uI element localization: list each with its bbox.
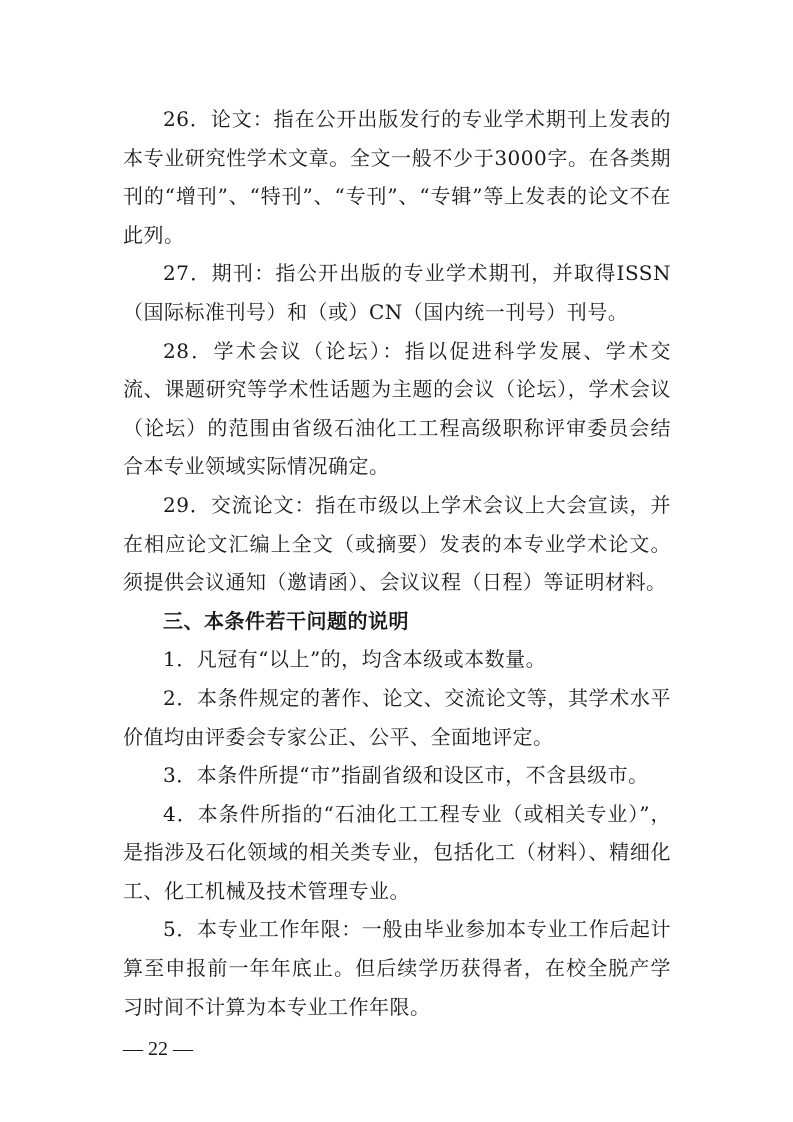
note-2: 2．本条件规定的著作、论文、交流论文等，其学术水平价值均由评委会专家公正、公平、全面地评定。 — [123, 685, 671, 749]
paragraph-28: 28．学术会议（论坛）：指以促进科学发展、学术交流、课题研究等学术性话题为主题的会议（论坛），学术会议（论坛）的范围由省级石油化工工程高级职称评审委员会结合本专业领域实际情况确定。 — [123, 338, 671, 479]
paragraph-29: 29．交流论文：指在市级以上学术会议上大会宣读，并在相应论文汇编上全文（或摘要）发表的本专业学术论文。须提供会议通知（邀请函）、会议议程（日程）等证明材料。 — [123, 492, 671, 595]
note-5: 5．本专业工作年限：一般由毕业参加本专业工作后起计算至申报前一年年底止。但后续学历获得者，在校全脱产学习时间不计算为本专业工作年限。 — [123, 917, 671, 1019]
paragraph-26: 26．论文：指在公开出版发行的专业学术期刊上发表的本专业研究性学术文章。全文一般不少于3000字。在各类期刊的“增刊”、“特刊”、“专刊”、“专辑”等上发表的论文不在此列。 — [123, 107, 671, 247]
note-1: 1．凡冠有“以上”的，均含本级或本数量。 — [163, 647, 547, 672]
document-body — [123, 100, 671, 1026]
section-heading: 三、本条件若干问题的说明 — [163, 608, 409, 633]
note-4: 4．本条件所指的“石油化工工程专业（或相关专业）”，是指涉及石化领域的相关类专业，包括化工（材料）、精细化工、化工机械及技术管理专业。 — [123, 801, 671, 903]
note-3: 3．本条件所提“市”指副省级和设区市，不含县级市。 — [163, 763, 649, 788]
paragraph-27: 27．期刊：指公开出版的专业学术期刊，并取得ISSN（国际标准刊号）和（或）CN（国内统一刊号）刊号。 — [123, 261, 671, 324]
page-number: — 22 — — [123, 1038, 193, 1060]
